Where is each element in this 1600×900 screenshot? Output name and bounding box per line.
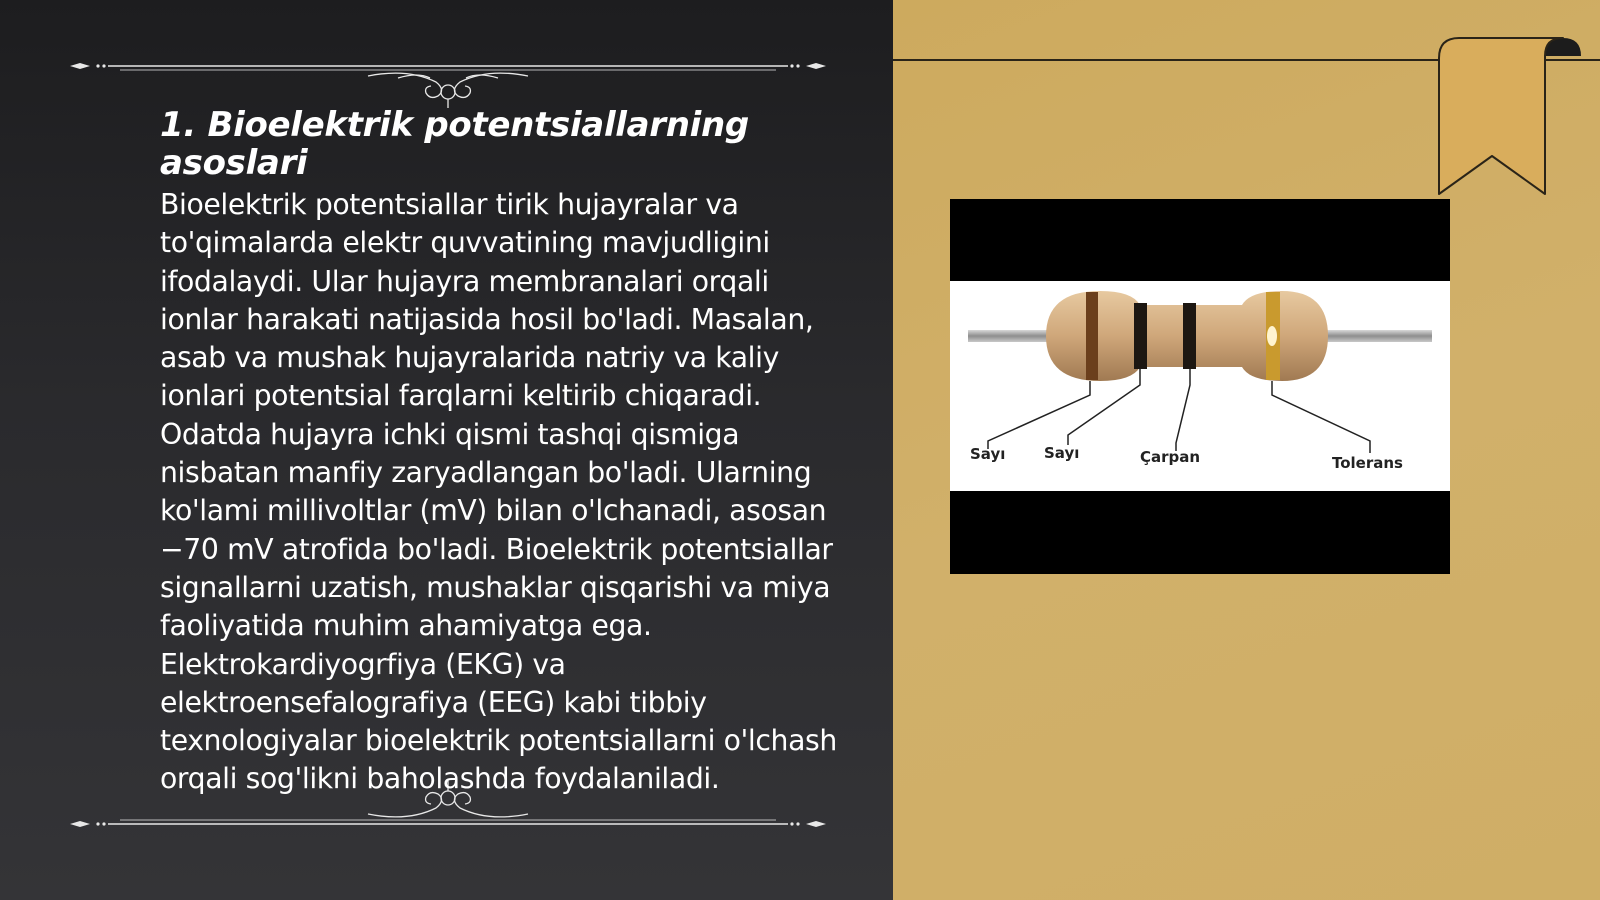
bookmark-ribbon-icon [1435, 34, 1595, 199]
body-paragraph: Bioelektrik potentsiallar tirik hujayralar va to'qimalarda elektr quvvatining mavjudligini ifodalaydi. Ular hujayra membranalari orqali ionlar harakati natijasida hosil bo'ladi. Masalan, asab va mushak hujayralarida natriy va kaliy ionlari potentsial farqlarni keltirib chiqaradi. Odatda hujayra ichki qismi tashqi qismiga nisbatan manfiy zaryadlangan bo'ladi. Ularning ko'lami millivoltlar (mV) bilan o'lchanadi, asosan −70 mV atrofida bo'ladi. Bioelektrik potentsiallar signallarni uzatish, mushaklar qisqarishi va miya faoliyatida muhim ahamiyatga ega. Elektrokardiyogrfiya (EKG) va elektroensefalografiya (EEG) kabi tibbiy texnologiyalar bioelektrik potentsiallarni o'lchash orqali sog'likni baholashda foydalaniladi. [160, 188, 837, 796]
resistor-photo [950, 281, 1450, 491]
multiplier-label: Çarpan [1140, 448, 1201, 466]
top-ornament-divider [68, 48, 828, 108]
resistor-image [950, 199, 1450, 574]
band2-label: Sayı [1044, 444, 1080, 462]
tolerance-label: Tolerans [1332, 454, 1403, 472]
slide-title: 1. Bioelektrik potentsiallarning asoslari [160, 105, 749, 183]
band1-label: Sayı [970, 445, 1006, 463]
